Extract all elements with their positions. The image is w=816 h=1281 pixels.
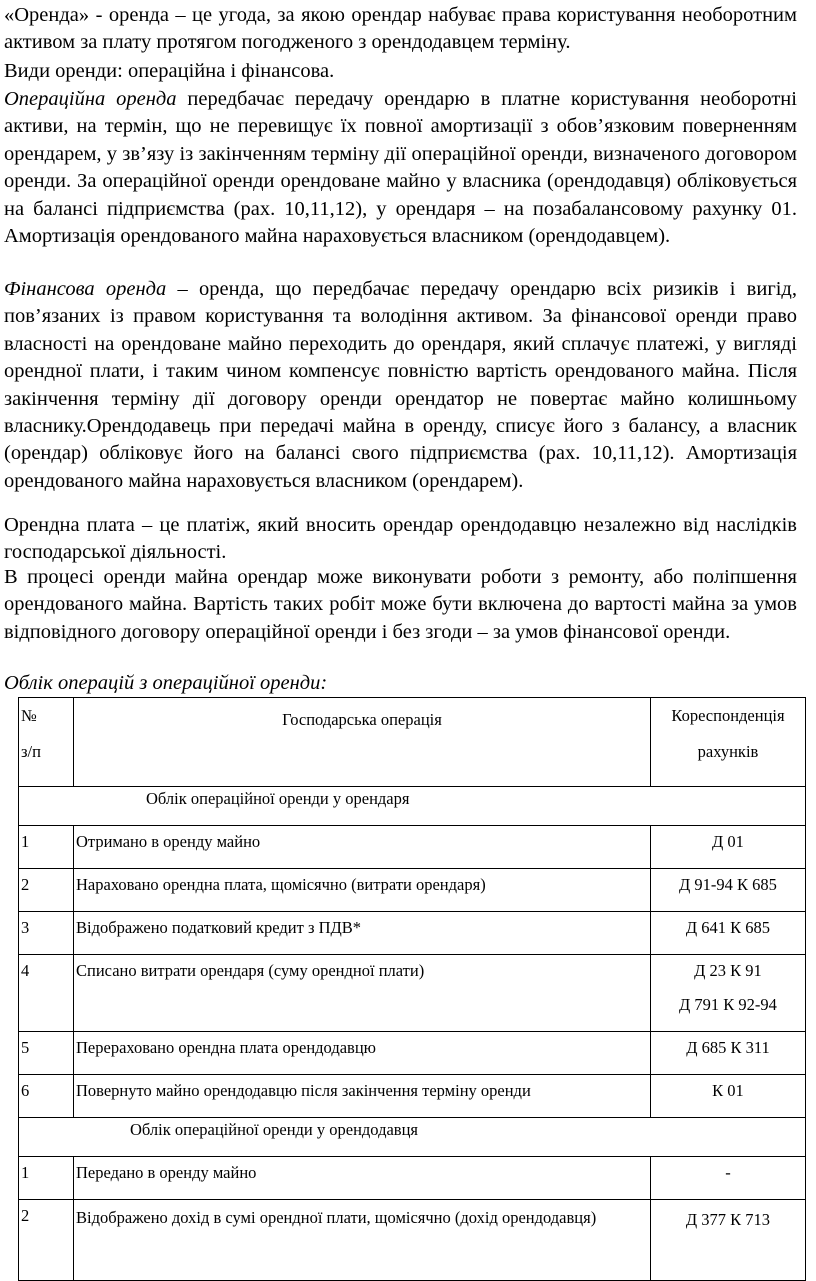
paragraph-operating-lease — [4, 86, 797, 250]
row-correspondence-line2: Д 791 К 92-94 — [679, 995, 777, 1014]
row-operation: Нараховано орендна плата, щомісячно (витрати орендаря) — [74, 869, 651, 912]
paragraph-improvements — [4, 564, 797, 646]
row-correspondence: Д 91-94 К 685 — [651, 869, 806, 912]
row-operation: Отримано в оренду майно — [74, 826, 651, 869]
row-num: 6 — [19, 1075, 74, 1118]
row-operation: Повернуто майно орендодавцю після закінчення терміну оренди — [74, 1075, 651, 1118]
paragraph-lease-types — [4, 58, 797, 85]
operating-lease-term: Операційна оренда — [4, 88, 177, 110]
table-row — [19, 955, 806, 1032]
rent-payment-text: Орендна плата – це платіж, який вносить орендар орендодавцю незалежно від наслідків господарської діяльності. — [4, 514, 797, 564]
row-correspondence — [651, 955, 806, 1032]
paragraph-rent-payment — [4, 512, 797, 567]
table-row — [19, 826, 806, 869]
row-num: 3 — [19, 912, 74, 955]
table-row — [19, 1032, 806, 1075]
row-operation: Відображено дохід в сумі орендної плати, щомісячно (дохід орендодавця) — [74, 1200, 651, 1281]
paragraph-finance-lease — [4, 276, 797, 495]
row-operation: Передано в оренду майно — [74, 1157, 651, 1200]
table-row — [19, 1075, 806, 1118]
row-operation: Перераховано орендна плата орендодавцю — [74, 1032, 651, 1075]
row-correspondence: - — [651, 1157, 806, 1200]
section-title-lessee — [19, 787, 806, 826]
section-title-lessor — [19, 1118, 806, 1157]
row-correspondence: Д 01 — [651, 826, 806, 869]
row-num: 2 — [19, 1200, 74, 1281]
row-num: 5 — [19, 1032, 74, 1075]
section-lessee-label: Облік операційної оренди у орендаря — [146, 789, 410, 808]
row-num: 4 — [19, 955, 74, 1032]
table-row — [19, 1200, 806, 1281]
row-correspondence: Д 641 К 685 — [651, 912, 806, 955]
section-row-lessor — [19, 1118, 806, 1157]
section-row-lessee — [19, 787, 806, 826]
improvements-text: В процесі оренди майна орендар може виконувати роботи з ремонту, або поліпшення орендованого майна. Вартість таких робіт може бути включена до вартості майна за умов відповідного договору операційної оренди і без згоди – за умов фінансової оренди. — [4, 566, 797, 643]
finance-lease-text: – оренда, що передбачає передачу орендарю всіх ризиків і вигід, пов’язаних із правом користування та володіння активом. За фінансової оренди право власності на орендоване майно переходить до орендаря, який сплачує платежі, у вигляді орендної плати, і таким чином компенсує повністю вартість орендованого майна. Після закінчення терміну дії договору оренди орендатор не повертає майно колишньому власнику.Орендодавець при передачі майна в оренду, списує його з балансу, а власник (орендар) обліковує його на балансі свого підприємства (рах. 10,11,12). Амортизація орендованого майна нараховується власником (орендарем). — [4, 278, 797, 492]
table-row — [19, 1157, 806, 1200]
section-lessor-label: Облік операційної оренди у орендодавця — [130, 1120, 419, 1139]
header-operation-cell: Господарська операція — [74, 698, 651, 787]
operations-table — [18, 697, 806, 1281]
table-row — [19, 869, 806, 912]
table-heading: Облік операцій з операційної оренди: — [4, 672, 328, 694]
header-corr-line2: рахунків — [697, 742, 759, 761]
row-operation: Відображено податковий кредит з ПДВ* — [74, 912, 651, 955]
table-header-row — [19, 698, 806, 787]
header-num-line2: з/п — [21, 742, 41, 761]
header-correspondence-cell — [651, 698, 806, 787]
operating-lease-text: передбачає передачу орендарю в платне користування необоротні активи, на термін, що не перевищує їх повної амортизації з обов’язковим поверненням орендарем, у зв’язу із закінченням терміну дії операційної оренди, визначеного договором оренди. За операційної оренди орендоване майно у власника (орендодавця) обліковується на балансі підприємства (рах. 10,11,12), у орендаря – на позабалансовому рахунку 01. Амортизація орендованого майна нараховується власником (орендодавцем). — [4, 88, 797, 248]
paragraph-lease-definition — [4, 2, 797, 57]
header-num-cell — [19, 698, 74, 787]
row-operation: Списано витрати орендаря (суму орендної плати) — [74, 955, 651, 1032]
header-corr-line1: Кореспонденція — [671, 706, 785, 725]
row-correspondence: К 01 — [651, 1075, 806, 1118]
row-correspondence: Д 377 К 713 — [651, 1200, 806, 1281]
row-correspondence: Д 685 К 311 — [651, 1032, 806, 1075]
finance-lease-term: Фінансова оренда — [4, 278, 167, 300]
row-num: 1 — [19, 826, 74, 869]
lease-types-text: Види оренди: операційна і фінансова. — [4, 60, 335, 82]
header-num-line1: № — [21, 706, 37, 725]
lease-definition-text: «Оренда» - оренда – це угода, за якою орендар набуває права користування необоротним активом за плату протягом погодженого з орендодавцем терміну. — [4, 4, 797, 54]
row-num: 2 — [19, 869, 74, 912]
row-correspondence-line1: Д 23 К 91 — [694, 961, 762, 980]
row-num: 1 — [19, 1157, 74, 1200]
table-row — [19, 912, 806, 955]
